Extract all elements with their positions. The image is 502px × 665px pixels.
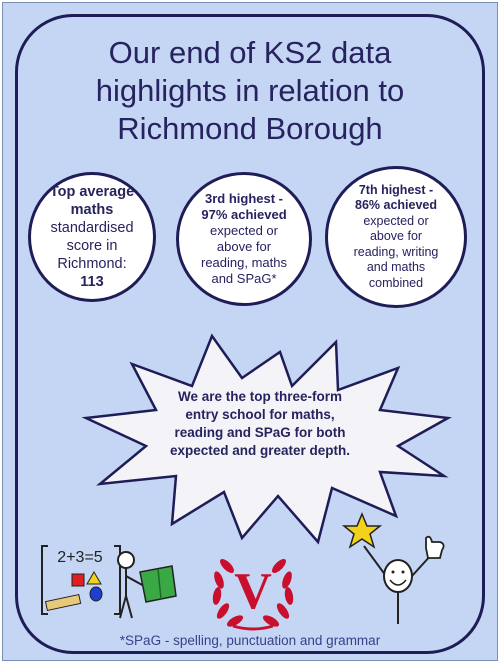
- stat-circle-reading-maths-spag: [176, 172, 312, 306]
- stat-circle-combined: [325, 166, 467, 308]
- stat-heading: 7th highest -: [358, 182, 434, 197]
- highlight-line: We are the top three-form: [177, 389, 343, 404]
- equation-text: 2+3=5: [57, 549, 103, 566]
- footnote: *SPaG - spelling, punctuation and grammar: [119, 633, 381, 648]
- stat-text: expected or: [363, 213, 429, 228]
- stat-text: expected or: [210, 223, 278, 238]
- stat-text: reading, maths: [201, 255, 287, 270]
- title-line-3: Richmond Borough: [117, 111, 383, 146]
- stat-heading: 97% achieved: [201, 207, 287, 222]
- stat-heading: 86% achieved: [355, 198, 437, 213]
- stat-text: and maths: [366, 260, 426, 275]
- page-title: [20, 34, 480, 148]
- maths-reading-icon: [40, 540, 180, 620]
- school-logo: [205, 540, 301, 634]
- highlight-line: reading and SPaG for both: [174, 425, 346, 440]
- stat-text: reading, writing: [353, 244, 439, 259]
- stat-circle-maths-score: [28, 172, 156, 302]
- highlight-line: entry school for maths,: [185, 407, 335, 422]
- stat-text: combined: [368, 275, 424, 290]
- logo-letter: V: [234, 563, 272, 620]
- stat-text: above for: [216, 239, 272, 254]
- highlight-text: [138, 388, 382, 460]
- celebration-icon: [340, 512, 460, 628]
- title-line-2: highlights in relation to: [95, 73, 405, 108]
- stat-text: Richmond:: [57, 256, 127, 272]
- stat-heading: 3rd highest -: [204, 191, 283, 206]
- stat-heading: Top average: [49, 184, 135, 200]
- title-line-1: Our end of KS2 data: [108, 35, 392, 70]
- stat-text: and SPaG*: [211, 271, 277, 286]
- stat-text: score in: [66, 238, 118, 254]
- stat-text: standardised: [50, 220, 134, 236]
- highlight-line: expected and greater depth.: [169, 443, 351, 458]
- stat-text: above for: [369, 229, 423, 244]
- stat-heading: maths: [70, 202, 114, 218]
- stat-value: 113: [80, 274, 104, 290]
